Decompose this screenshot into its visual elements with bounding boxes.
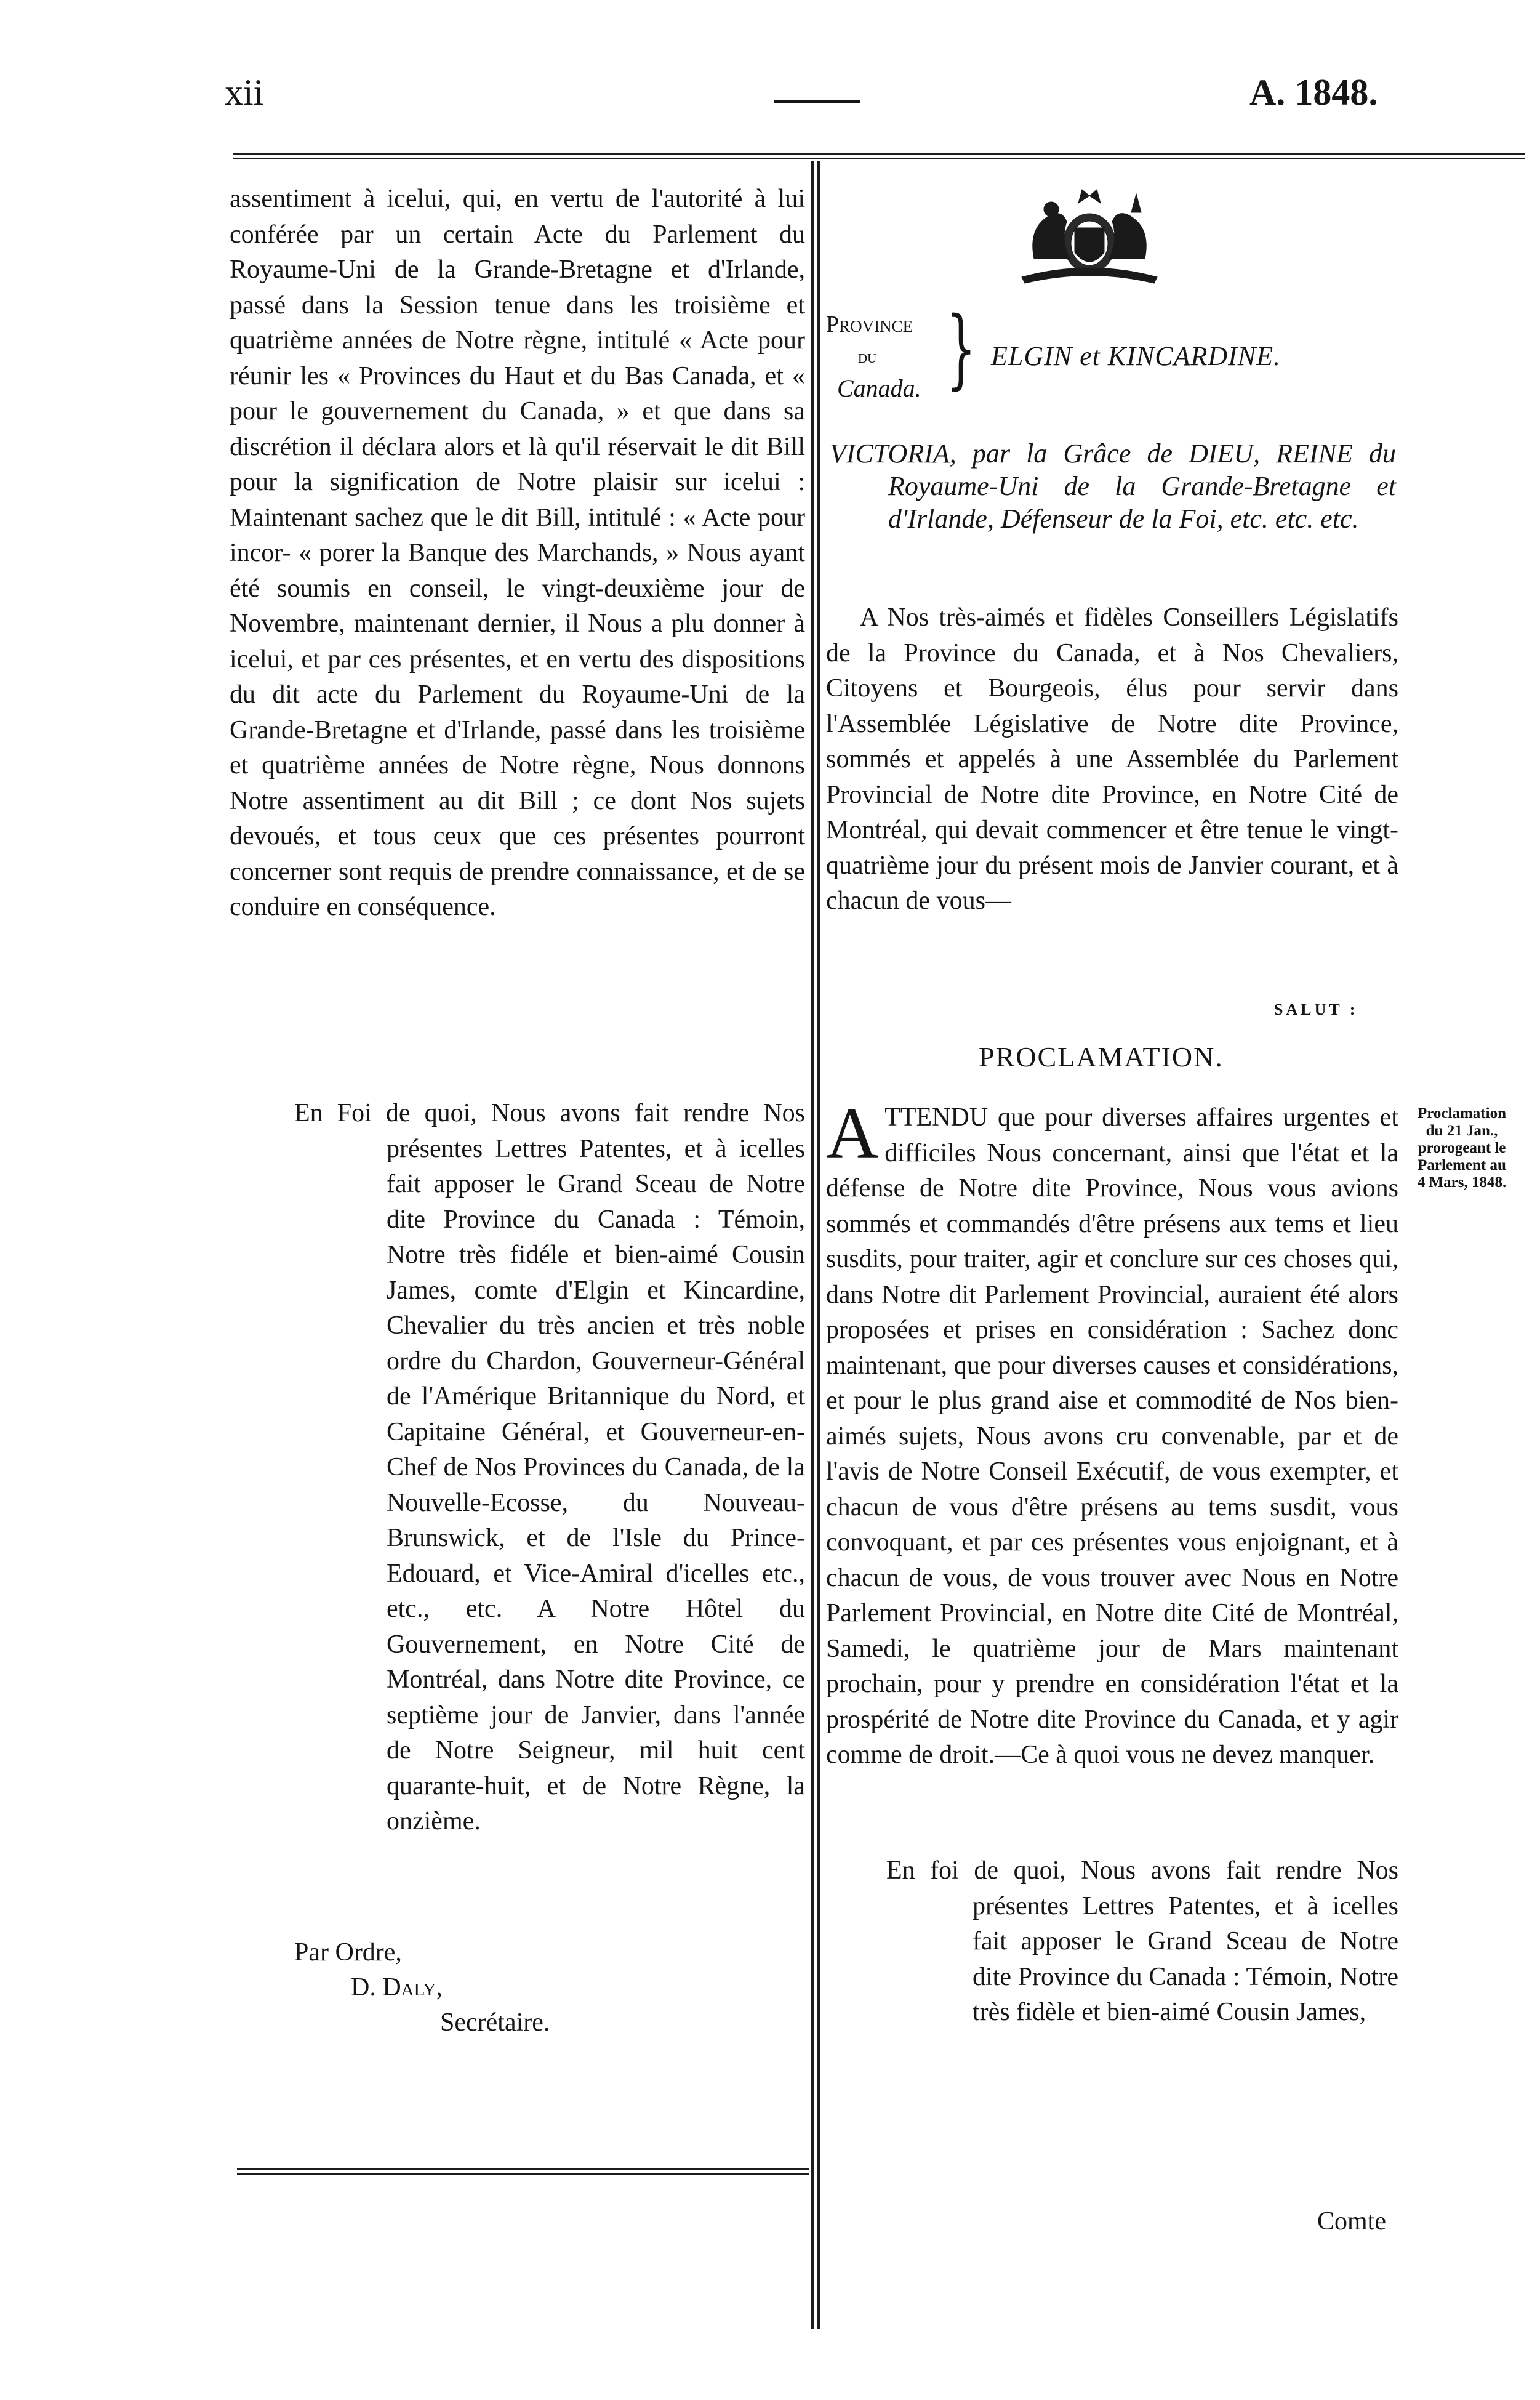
left-teste-text: En Foi de quoi, Nous avons fait rendre Nos présentes Lettres Patentes, et à icelles fait apposer le Grand Sceau de Notre dite Province du Canada : Témoin, Notre très fidéle et bien-aimé Cousin James, comte d'Elgin et Kincardine, Chevalier du très ancien et très noble ordre du Chardon, Gouverneur-Général de l'Amérique Britannique du Nord, et Capitaine Général, et Gouverneur-en-Chef de Nos Provinces du Canada, de la Nouvelle-Ecosse, du Nouveau-Brunswick, et de l'Isle du Prince-Edouard, et Vice-Amiral d'icelles etc., etc., etc. A Notre Hôtel du Gouvernement, en Notre Cité de Montréal, dans Notre dite Province, ce septième jour de Janvier, dans l'année de Notre Seigneur, mil huit cent quarante-huit, et de Notre Règne, la onzième. <box>294 1099 805 1835</box>
column-divider-left <box>811 161 814 2329</box>
salutation: SALUT : <box>1274 1001 1358 1018</box>
margin-note-line: Proclamation <box>1418 1105 1506 1122</box>
running-year: A. 1848. <box>1249 72 1378 113</box>
header-rule <box>233 153 1525 155</box>
royal-style-text: VICTORIA, par la Grâce de DIEU, REINE du Royaume-Uni de la Grande-Bretagne et d'Irlande, Défenseur de la Foi, etc. etc. etc. <box>830 438 1396 534</box>
governor-name: ELGIN et KINCARDINE. <box>991 341 1281 371</box>
province-label-line3: Canada. <box>837 374 921 402</box>
province-heading <box>826 299 1442 422</box>
left-body-text: assentiment à icelui, qui, en vertu de l'autorité à lui conférée par un certain Acte du Parlement du Royaume-Uni de la Grande-Bretagne et d'Irlande, passé dans la Session tenue dans les troisième et quatrième années de Notre règne, intitulé « Acte pour réunir les « Provinces du Haut et du Bas Canada, et « pour le gouvernement du Canada, » et que dans sa discrétion il déclara alors et là qu'il réservait le dit Bill pour la signification de Notre plaisir sur icelui : Maintenant sachez que le dit Bill, intitulé : « Acte pour incor- « porer la Banque des Marchands, » Nous ayant été soumis en conseil, le vingt-deuxième jour de Novembre, maintenant dernier, il Nous a plu donner à icelui, et par ces présentes, et en vertu des dispositions du dit acte du Parlement du Royaume-Uni de la Grande-Bretagne et d'Irlande, passé dans les troisième et quatrième années de Notre règne, Nous donnons Notre assentiment au dit Bill ; ce dont Nos sujets devoués, et tous ceux que ces présentes pourront concerner sont requis de prendre connaissance, et de se conduire en conséquence. <box>230 185 805 921</box>
drop-cap: A <box>826 1093 879 1174</box>
header-dash <box>774 100 860 103</box>
proclamation-body <box>826 1093 1398 1773</box>
brace-icon: } <box>946 299 976 399</box>
proclamation-body-text: TTENDU que pour diverses affaires urgentes et difficiles Nous concernant, ainsi que l'état et la défense de Notre dite Province, Nous vous avions sommés et commandés d'être présens aux tems et lieu susdits, pour traiter, agir et conclure sur ces choses qui, dans Notre dit Parlement Provincial, auraient été alors proposées et prises en considération : Sachez donc maintenant, que pour diverses causes et considérations, et pour le plus grand aise et commodité de Nos bien-aimés sujets, Nous avons cru convenable, par et de l'avis de Notre Conseil Exécutif, de vous exempter, et chacun de vous d'être présens au tems susdit, vous convoquant, et par ces présentes vous enjoignant, et à chacun de vous, de vous trouver avec Nous en Notre Parlement Provincial, en Notre dite Cité de Montréal, Samedi, le quatrième jour de Mars maintenant prochain, pour y prendre en considération l'état et la prospérité de Notre dite Province du Canada, et y agir comme de droit.—Ce à quoi vous ne devez manquer. <box>826 1103 1398 1769</box>
left-end-rule <box>237 2168 809 2170</box>
right-teste-block <box>886 1853 1398 2031</box>
right-teste-text: En foi de quoi, Nous avons fait rendre Nos présentes Lettres Patentes, et à icelles fait apposer le Grand Sceau de Notre dite Province du Canada : Témoin, Notre très fidèle et bien-aimé Cousin James, <box>886 1856 1398 2026</box>
left-teste-block <box>294 1096 805 1840</box>
province-label-line1: Province <box>826 312 913 337</box>
royal-coat-of-arms-icon <box>997 185 1182 289</box>
signature-name <box>351 1970 443 2006</box>
proclamation-title: PROCLAMATION. <box>979 1041 1224 1073</box>
margin-note-line: 4 Mars, 1848. <box>1417 1174 1507 1191</box>
page-number: xii <box>225 72 264 113</box>
province-label-line2: du <box>858 347 877 367</box>
signature-name-text: D. Daly, <box>351 1973 443 2002</box>
catchword: Comte <box>1317 2207 1386 2236</box>
column-divider-right <box>817 161 820 2329</box>
margin-note-line: Parlement au <box>1418 1157 1506 1174</box>
header-rule-thin <box>233 158 1525 159</box>
address-text: A Nos très-aimés et fidèles Conseillers Législatifs de la Province du Canada, et à Nos Chevaliers, Citoyens et Bourgeois, élus pour servir dans l'Assemblée Législative de Notre dite Province, sommés et appelés à une Assemblée du Parlement Provincial de Notre dite Province, en Notre Cité de Montréal, qui devait commencer et être tenue le vingt-quatrième jour du présent mois de Janvier courant, et à chacun de vous— <box>826 603 1398 915</box>
margin-note-line: du 21 Jan., <box>1426 1122 1498 1139</box>
address-paragraph <box>826 600 1398 919</box>
margin-note <box>1400 1105 1523 1191</box>
signature-title: Secrétaire. <box>440 2008 550 2037</box>
royal-style <box>830 437 1396 535</box>
left-column-body <box>230 182 805 925</box>
signature-par-ordre: Par Ordre, <box>294 1938 402 1967</box>
margin-note-line: prorogeant le <box>1418 1140 1506 1156</box>
left-end-rule-thin <box>237 2173 809 2175</box>
